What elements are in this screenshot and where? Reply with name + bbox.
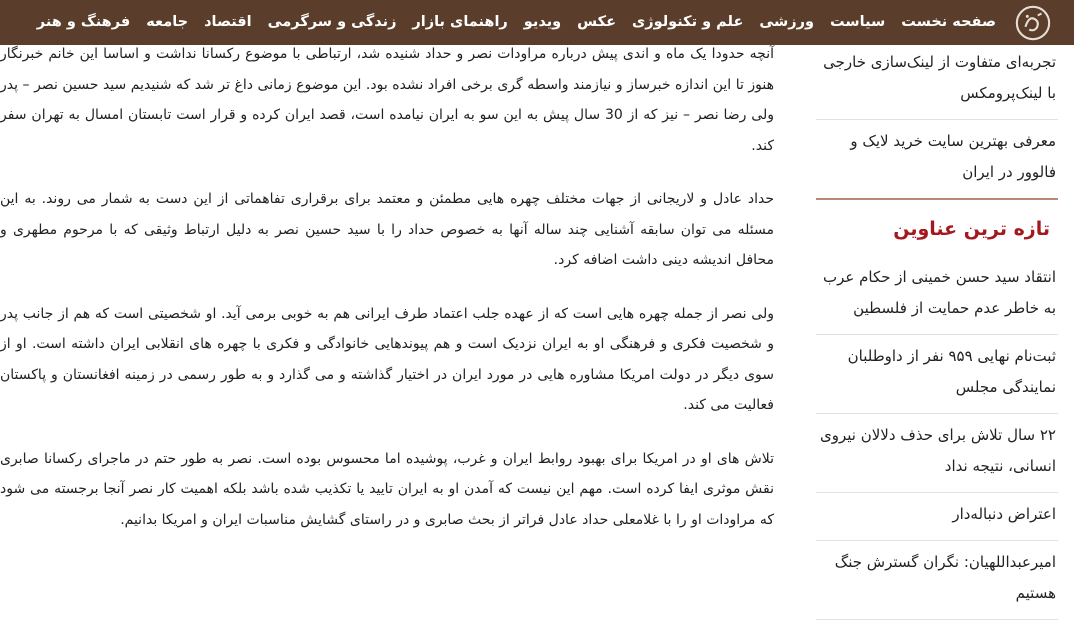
sidebar-link[interactable]: معرفی بهترین سایت خرید لایک و فالوور در ایران [816, 120, 1058, 200]
latest-headlines-title: تازه ترین عناوین [893, 218, 1050, 240]
nav-item-video[interactable]: ویدیو [523, 14, 562, 30]
nav-item-society[interactable]: جامعه [146, 14, 189, 30]
nav-item-lifestyle[interactable]: زندگی و سرگرمی [267, 14, 397, 30]
article-paragraph: آنچه حدودا یک ماه و اندی پیش درباره مراودات نصر و حداد شنیده شد، ارتباطی با موضوع رکسانا نداشت و اساسا این خانم خبرنگار هنوز تا این اندازه خبرساز و نیازمند واسطه گری برخی افراد نشده بود. این موضوع زمانی داغ تر شد که شنیدیم سید حسین نصر – پدر ولی رضا نصر – نیز که از 30 سال پیش به این سو به ایران نیامده است، قصد ایران کرده و قرار است تابستان امسال به تهران سفر کند. [0, 46, 774, 154]
nav-item-science-tech[interactable]: علم و تکنولوژی [632, 14, 744, 30]
article-paragraph: ولی نصر از جمله چهره هایی است که از عهده جلب اعتماد طرف ایرانی هم به خوبی برمی آید. او شخصیتی است که هم از جانب پدر و شخصیت فکری و فرهنگی او به ایران نزدیک است و هم پیوندهایی خانوادگی و فکری با چهره های انقلابی ایران داشته است. او از سوی دیگر در دولت امریکا مشاوره هایی در مورد ایران در اختیار گذاشته و می گذارد و به طور رسمی در زمینه افغانستان و پاکستان فعالیت می کند. [0, 305, 774, 413]
nav-item-culture-art[interactable]: فرهنگ و هنر [36, 14, 131, 30]
article-body [0, 45, 774, 569]
sidebar [816, 45, 1058, 602]
nav-item-market-guide[interactable]: راهنمای بازار [412, 14, 508, 30]
nav-item-photo[interactable]: عکس [577, 14, 616, 30]
nav-item-economy[interactable]: اقتصاد [204, 14, 252, 30]
latest-headline-item[interactable]: انتقاد سید حسن خمینی از حکام عرب به خاطر عدم حمایت از فلسطین [816, 256, 1058, 335]
sidebar-link[interactable]: تجربه‌ای متفاوت از لینک‌سازی خارجی با لینک‌پرومکس [816, 45, 1058, 120]
latest-headline-item[interactable]: امیرعبداللهیان: نگران گسترش جنگ هستیم [816, 541, 1058, 620]
nav-item-home[interactable]: صفحه نخست [901, 14, 996, 30]
nav-item-politics[interactable]: سیاست [830, 14, 886, 30]
nav-item-sports[interactable]: ورزشی [759, 14, 815, 30]
article-paragraph: تلاش های او در امریکا برای بهبود روابط ایران و غرب، پوشیده اما محسوس بوده است. نصر به طور حتم در ماجرای رکسانا صابری نقش موثری ایفا کرده است. مهم این نیست که آمدن او به ایران تایید یا تکذیب شده باشد بلکه اهمیت کار نصر آنجا برجسته می شود که مراودات او را با غلامعلی حداد عادل فراتر از بحث صابری و در راستای گشایش مناسبات ایران و امریکا بدانیم. [0, 450, 774, 528]
latest-headline-item[interactable]: اعتراض دنباله‌دار [816, 493, 1058, 541]
site-logo-icon[interactable] [1014, 4, 1052, 42]
latest-headline-item[interactable]: ۲۲ سال تلاش برای حذف دلالان نیروی انسانی، نتیجه نداد [816, 414, 1058, 493]
latest-headline-item[interactable]: ثبت‌نام نهایی ۹۵۹ نفر از داوطلبان نمایندگی مجلس [816, 335, 1058, 414]
article-paragraph: حداد عادل و لاریجانی از جهات مختلف چهره هایی مطمئن و معتمد برای برقراری تفاهماتی از این دست به شمار می روند. به این مسئله می توان سابقه آشنایی چند ساله آنها به خصوص حداد را با سید حسین نصر به دلیل ارتباط وثیقی که با مرحوم مطهری و محافل اندیشه دینی داشت اضافه کرد. [0, 191, 774, 268]
